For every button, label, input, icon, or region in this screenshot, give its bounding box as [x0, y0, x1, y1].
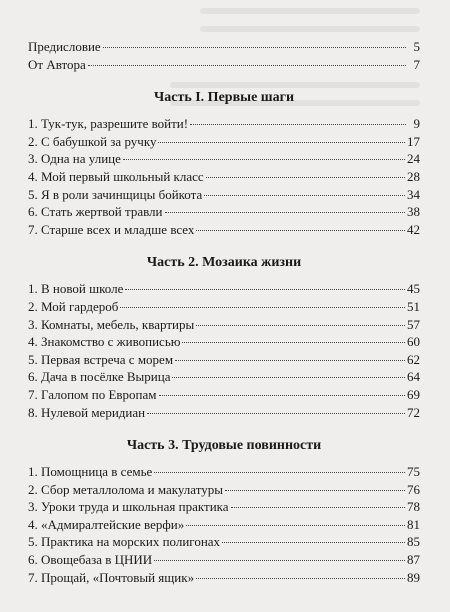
entry-page-number: 51 [407, 298, 420, 314]
toc-entry [28, 133, 420, 151]
dot-leader [196, 578, 405, 579]
entry-title: 2. С бабушкой за ручку [28, 133, 157, 149]
entry-title: 1. В новой школе [28, 281, 124, 297]
entry-title: 7. Галопом по Европам [28, 386, 157, 402]
entry-title: 4. «Адмиралтейские верфи» [28, 516, 185, 532]
entry-title: 8. Нулевой меридиан [28, 404, 146, 420]
toc-entry [28, 463, 420, 481]
dot-leader [154, 472, 405, 473]
dot-leader [225, 490, 405, 491]
entry-title: 3. Комнаты, мебель, квартиры [28, 316, 195, 332]
entry-title: 4. Знакомство с живописью [28, 334, 181, 350]
toc-entry [28, 551, 420, 569]
toc-entry [28, 316, 420, 334]
parts-container [28, 89, 420, 586]
dot-leader [172, 377, 405, 378]
entry-title: 3. Уроки труда и школьная практика [28, 499, 229, 515]
toc-entry [28, 569, 420, 587]
entry-title: 4. Мой первый школьный класс [28, 168, 204, 184]
entry-page-number: 24 [407, 151, 420, 167]
part-heading: Часть I. Первые шаги [153, 90, 295, 106]
table-of-contents [28, 38, 420, 586]
entry-title: Предисловие [28, 39, 101, 54]
entry-page-number: 89 [407, 569, 420, 585]
dot-leader [88, 65, 406, 66]
entry-page-number: 38 [407, 204, 420, 220]
entry-title: 5. Практика на морских полигонах [28, 534, 221, 550]
entry-page-number: 75 [407, 464, 420, 480]
toc-entry [28, 533, 420, 551]
toc-entry [28, 386, 420, 404]
entry-page-number: 7 [413, 56, 420, 72]
toc-entry [28, 150, 420, 168]
entry-title: 6. Овощебаза в ЦНИИ [28, 552, 153, 568]
entry-title: 6. Стать жертвой травли [28, 204, 163, 220]
front-matter [28, 38, 420, 73]
toc-entry [28, 516, 420, 534]
entry-title: 3. Одна на улице [28, 151, 121, 167]
entry-page-number: 78 [407, 499, 420, 515]
entry-page-number: 60 [407, 334, 420, 350]
dot-leader [158, 142, 405, 143]
dot-leader [103, 47, 406, 48]
entry-page-number: 64 [407, 369, 420, 385]
entry-page-number: 28 [407, 168, 420, 184]
dot-leader [165, 212, 405, 213]
part-heading: Часть 2. Мозаика жизни [146, 255, 302, 271]
dot-leader [182, 342, 405, 343]
dot-leader [196, 325, 405, 326]
dot-leader [186, 525, 405, 526]
entry-title: 1. Помощница в семье [28, 464, 153, 480]
dot-leader [125, 289, 405, 290]
toc-entry [28, 404, 420, 422]
toc-entry [28, 186, 420, 204]
entry-title: 1. Тук-тук, разрешите войти! [28, 116, 189, 132]
entry-title: 5. Первая встреча с морем [28, 351, 174, 367]
entry-page-number: 69 [407, 386, 420, 402]
part-heading: Часть 3. Трудовые повинности [126, 438, 322, 454]
toc-entry [28, 298, 420, 316]
dot-leader [206, 177, 405, 178]
part-section [28, 254, 420, 421]
entry-page-number: 72 [407, 404, 420, 420]
part-section [28, 437, 420, 586]
toc-entry [28, 56, 420, 74]
entry-page-number: 42 [407, 221, 420, 237]
entry-title: 2. Мой гардероб [28, 298, 119, 314]
part-section [28, 89, 420, 238]
toc-entry [28, 203, 420, 221]
toc-entry [28, 333, 420, 351]
toc-entry [28, 221, 420, 239]
entry-title: 5. Я в роли зачинщицы бойкота [28, 186, 203, 202]
entry-page-number: 62 [407, 351, 420, 367]
toc-entry [28, 368, 420, 386]
entry-page-number: 76 [407, 481, 420, 497]
entry-page-number: 45 [407, 281, 420, 297]
entry-page-number: 85 [407, 534, 420, 550]
entry-title: 2. Сбор металлолома и макулатуры [28, 481, 223, 497]
toc-entry [28, 115, 420, 133]
entry-title: 7. Старше всех и младше всех [28, 221, 195, 237]
dot-leader [175, 360, 405, 361]
dot-leader [159, 395, 406, 396]
toc-entry [28, 481, 420, 499]
entry-page-number: 5 [413, 39, 420, 54]
dot-leader [196, 230, 405, 231]
toc-entry [28, 498, 420, 516]
entry-title: 6. Дача в посёлке Вырица [28, 369, 171, 385]
entry-page-number: 57 [407, 316, 420, 332]
dot-leader [120, 307, 405, 308]
toc-entry [28, 38, 420, 56]
entry-page-number: 81 [407, 516, 420, 532]
dot-leader [154, 560, 405, 561]
toc-entry [28, 351, 420, 369]
entry-title: От Автора [28, 56, 86, 72]
toc-entry [28, 168, 420, 186]
dot-leader [190, 124, 406, 125]
dot-leader [231, 507, 405, 508]
entry-page-number: 34 [407, 186, 420, 202]
toc-entry [28, 280, 420, 298]
dot-leader [147, 413, 405, 414]
entry-page-number: 87 [407, 552, 420, 568]
dot-leader [123, 159, 405, 160]
entry-page-number: 9 [413, 116, 420, 132]
entry-title: 7. Прощай, «Почтовый ящик» [28, 569, 195, 585]
dot-leader [204, 195, 405, 196]
dot-leader [222, 542, 405, 543]
entry-page-number: 17 [407, 133, 420, 149]
